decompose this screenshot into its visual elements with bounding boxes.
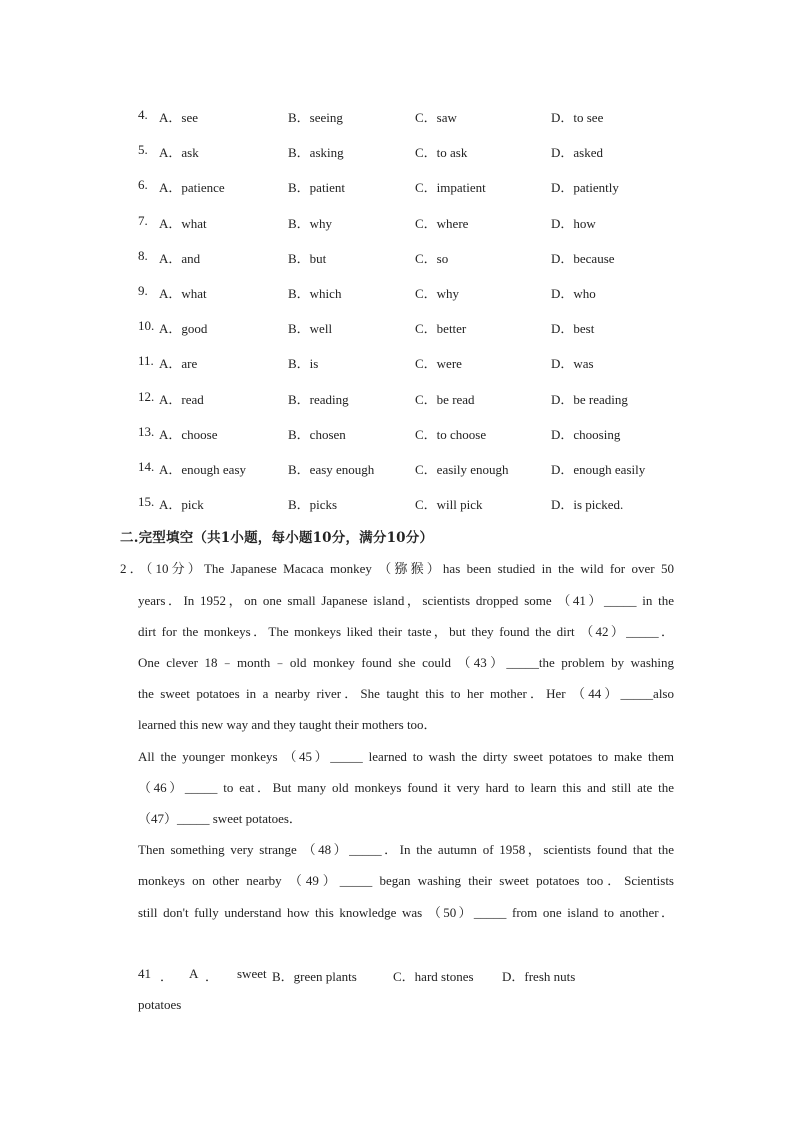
- option-c: C．to choose: [415, 426, 487, 442]
- option-b: B．but: [288, 250, 327, 266]
- option-b: B．reading: [288, 391, 349, 407]
- passage-line: （46）_____ to eat．But many old monkeys found it very hard to learn this and still ate the: [138, 780, 674, 795]
- option-d: D．best: [551, 321, 595, 337]
- passage-line: dirt for the monkeys．The monkeys liked their taste，but they found the dirt （42）_____．: [138, 624, 674, 639]
- option-c: C．impatient: [415, 180, 486, 196]
- option-b: B．green plants: [272, 969, 357, 984]
- option-b: B．chosen: [288, 426, 346, 442]
- passage-line: monkeys on other nearby （49）_____ began washing their sweet potatoes too．Scientists: [138, 873, 674, 888]
- choice-row: [138, 494, 698, 512]
- question-number: 14.: [138, 459, 155, 474]
- passage-line: 2．（10分）The Japanese Macaca monkey （猕猴）has been studied in the wild for over 50: [120, 561, 674, 576]
- choice-row: [138, 389, 698, 407]
- option-d: D．asked: [551, 145, 603, 161]
- question-number-dot: ．: [160, 969, 174, 984]
- option-b: B．well: [288, 321, 333, 337]
- option-a: A．and: [159, 250, 201, 266]
- option-c: C．saw: [415, 110, 457, 125]
- option-c: C．better: [415, 321, 467, 337]
- passage-line: One clever 18﹣month﹣old monkey found she could （43）_____the problem by washing: [138, 655, 674, 670]
- option-a: A．enough easy: [159, 462, 247, 477]
- passage-line: years．In 1952，on one small Japanese island，scientists dropped some （41）_____ in the: [138, 593, 674, 608]
- option-d: D．who: [551, 286, 596, 301]
- option-b: B．picks: [288, 497, 338, 513]
- question-number: 8.: [138, 247, 148, 263]
- option-d: D．enough easily: [551, 462, 646, 477]
- option-a-dot: ．: [205, 969, 219, 984]
- choice-row: [138, 248, 698, 266]
- choice-row: [138, 107, 698, 125]
- option-a-label: A: [189, 966, 199, 981]
- option-d: D．how: [551, 215, 596, 231]
- option-a: A．read: [159, 391, 204, 407]
- option-d: D．choosing: [551, 426, 621, 442]
- option-a: A．what: [159, 286, 207, 301]
- choice-row: [138, 424, 698, 442]
- choice-row: [138, 459, 698, 477]
- option-b: B．easy enough: [288, 462, 375, 477]
- option-c: C．to ask: [415, 145, 468, 161]
- option-a: A．see: [159, 110, 198, 125]
- choice-row: [138, 177, 698, 195]
- option-a: A．good: [159, 321, 208, 337]
- choice-row: [138, 142, 698, 160]
- option-a: A．what: [159, 215, 207, 231]
- option-b: B．which: [288, 286, 342, 301]
- passage-line: （47）_____ sweet potatoes．: [138, 811, 302, 826]
- option-a: A．pick: [159, 497, 204, 513]
- passage-line: still don't fully understand how this knowledge was （50）_____ from one island to another．: [138, 905, 674, 920]
- option-d: D．patiently: [551, 180, 619, 196]
- question-number: 7.: [138, 212, 148, 228]
- choice-row: [138, 283, 698, 301]
- passage-line: the sweet potatoes in a nearby river．She taught this to her mother．Her （44）_____also: [138, 686, 674, 701]
- option-d: D．fresh nuts: [502, 969, 576, 984]
- option-b: B．asking: [288, 145, 344, 161]
- option-c: C．so: [415, 250, 449, 266]
- question-number: 13.: [138, 423, 155, 439]
- option-d: D．be reading: [551, 391, 628, 407]
- question-number: 15.: [138, 494, 155, 510]
- option-a: A．choose: [159, 426, 218, 442]
- option-a: A．patience: [159, 180, 225, 196]
- option-a: A．ask: [159, 145, 199, 161]
- question-number: 6.: [138, 177, 148, 193]
- option-c: C．where: [415, 215, 469, 231]
- option-b: B．patient: [288, 180, 346, 196]
- question-number: 10.: [138, 318, 155, 334]
- option-d: D．is picked.: [551, 497, 624, 513]
- option-b: B．why: [288, 215, 333, 231]
- option-a-text-continued: potatoes: [138, 997, 182, 1012]
- option-c: C．will pick: [415, 497, 483, 513]
- option-a-text: sweet: [237, 966, 267, 981]
- option-c: C．why: [415, 286, 460, 301]
- question-number: 5.: [138, 142, 148, 158]
- section-heading: 二.完型填空（共1小题，每小题10分，满分10分）: [120, 530, 434, 546]
- option-c: C．easily enough: [415, 462, 509, 477]
- question-number: 4.: [138, 107, 148, 122]
- option-c: C．be read: [415, 391, 475, 407]
- option-b: B．is: [288, 356, 319, 372]
- option-d: D．to see: [551, 110, 604, 125]
- question-number: 12.: [138, 388, 155, 404]
- question-number: 11.: [138, 353, 154, 369]
- passage-line: learned this new way and they taught their mothers too．: [138, 717, 437, 732]
- question-number: 9.: [138, 283, 148, 298]
- option-a: A．are: [159, 356, 198, 372]
- option-c: C．hard stones: [393, 969, 474, 984]
- option-d: D．was: [551, 356, 594, 372]
- choice-row: [138, 353, 698, 371]
- passage-line: All the younger monkeys （45）_____ learned to wash the dirty sweet potatoes to make them: [138, 749, 674, 764]
- option-d: D．because: [551, 250, 615, 266]
- option-b: B．seeing: [288, 110, 343, 125]
- passage-line: Then something very strange （48）_____．In the autumn of 1958，scientists found that the: [138, 842, 674, 857]
- option-c: C．were: [415, 356, 462, 372]
- question-number: 41: [138, 966, 151, 981]
- choice-row: [138, 213, 698, 231]
- choice-row: [138, 318, 698, 336]
